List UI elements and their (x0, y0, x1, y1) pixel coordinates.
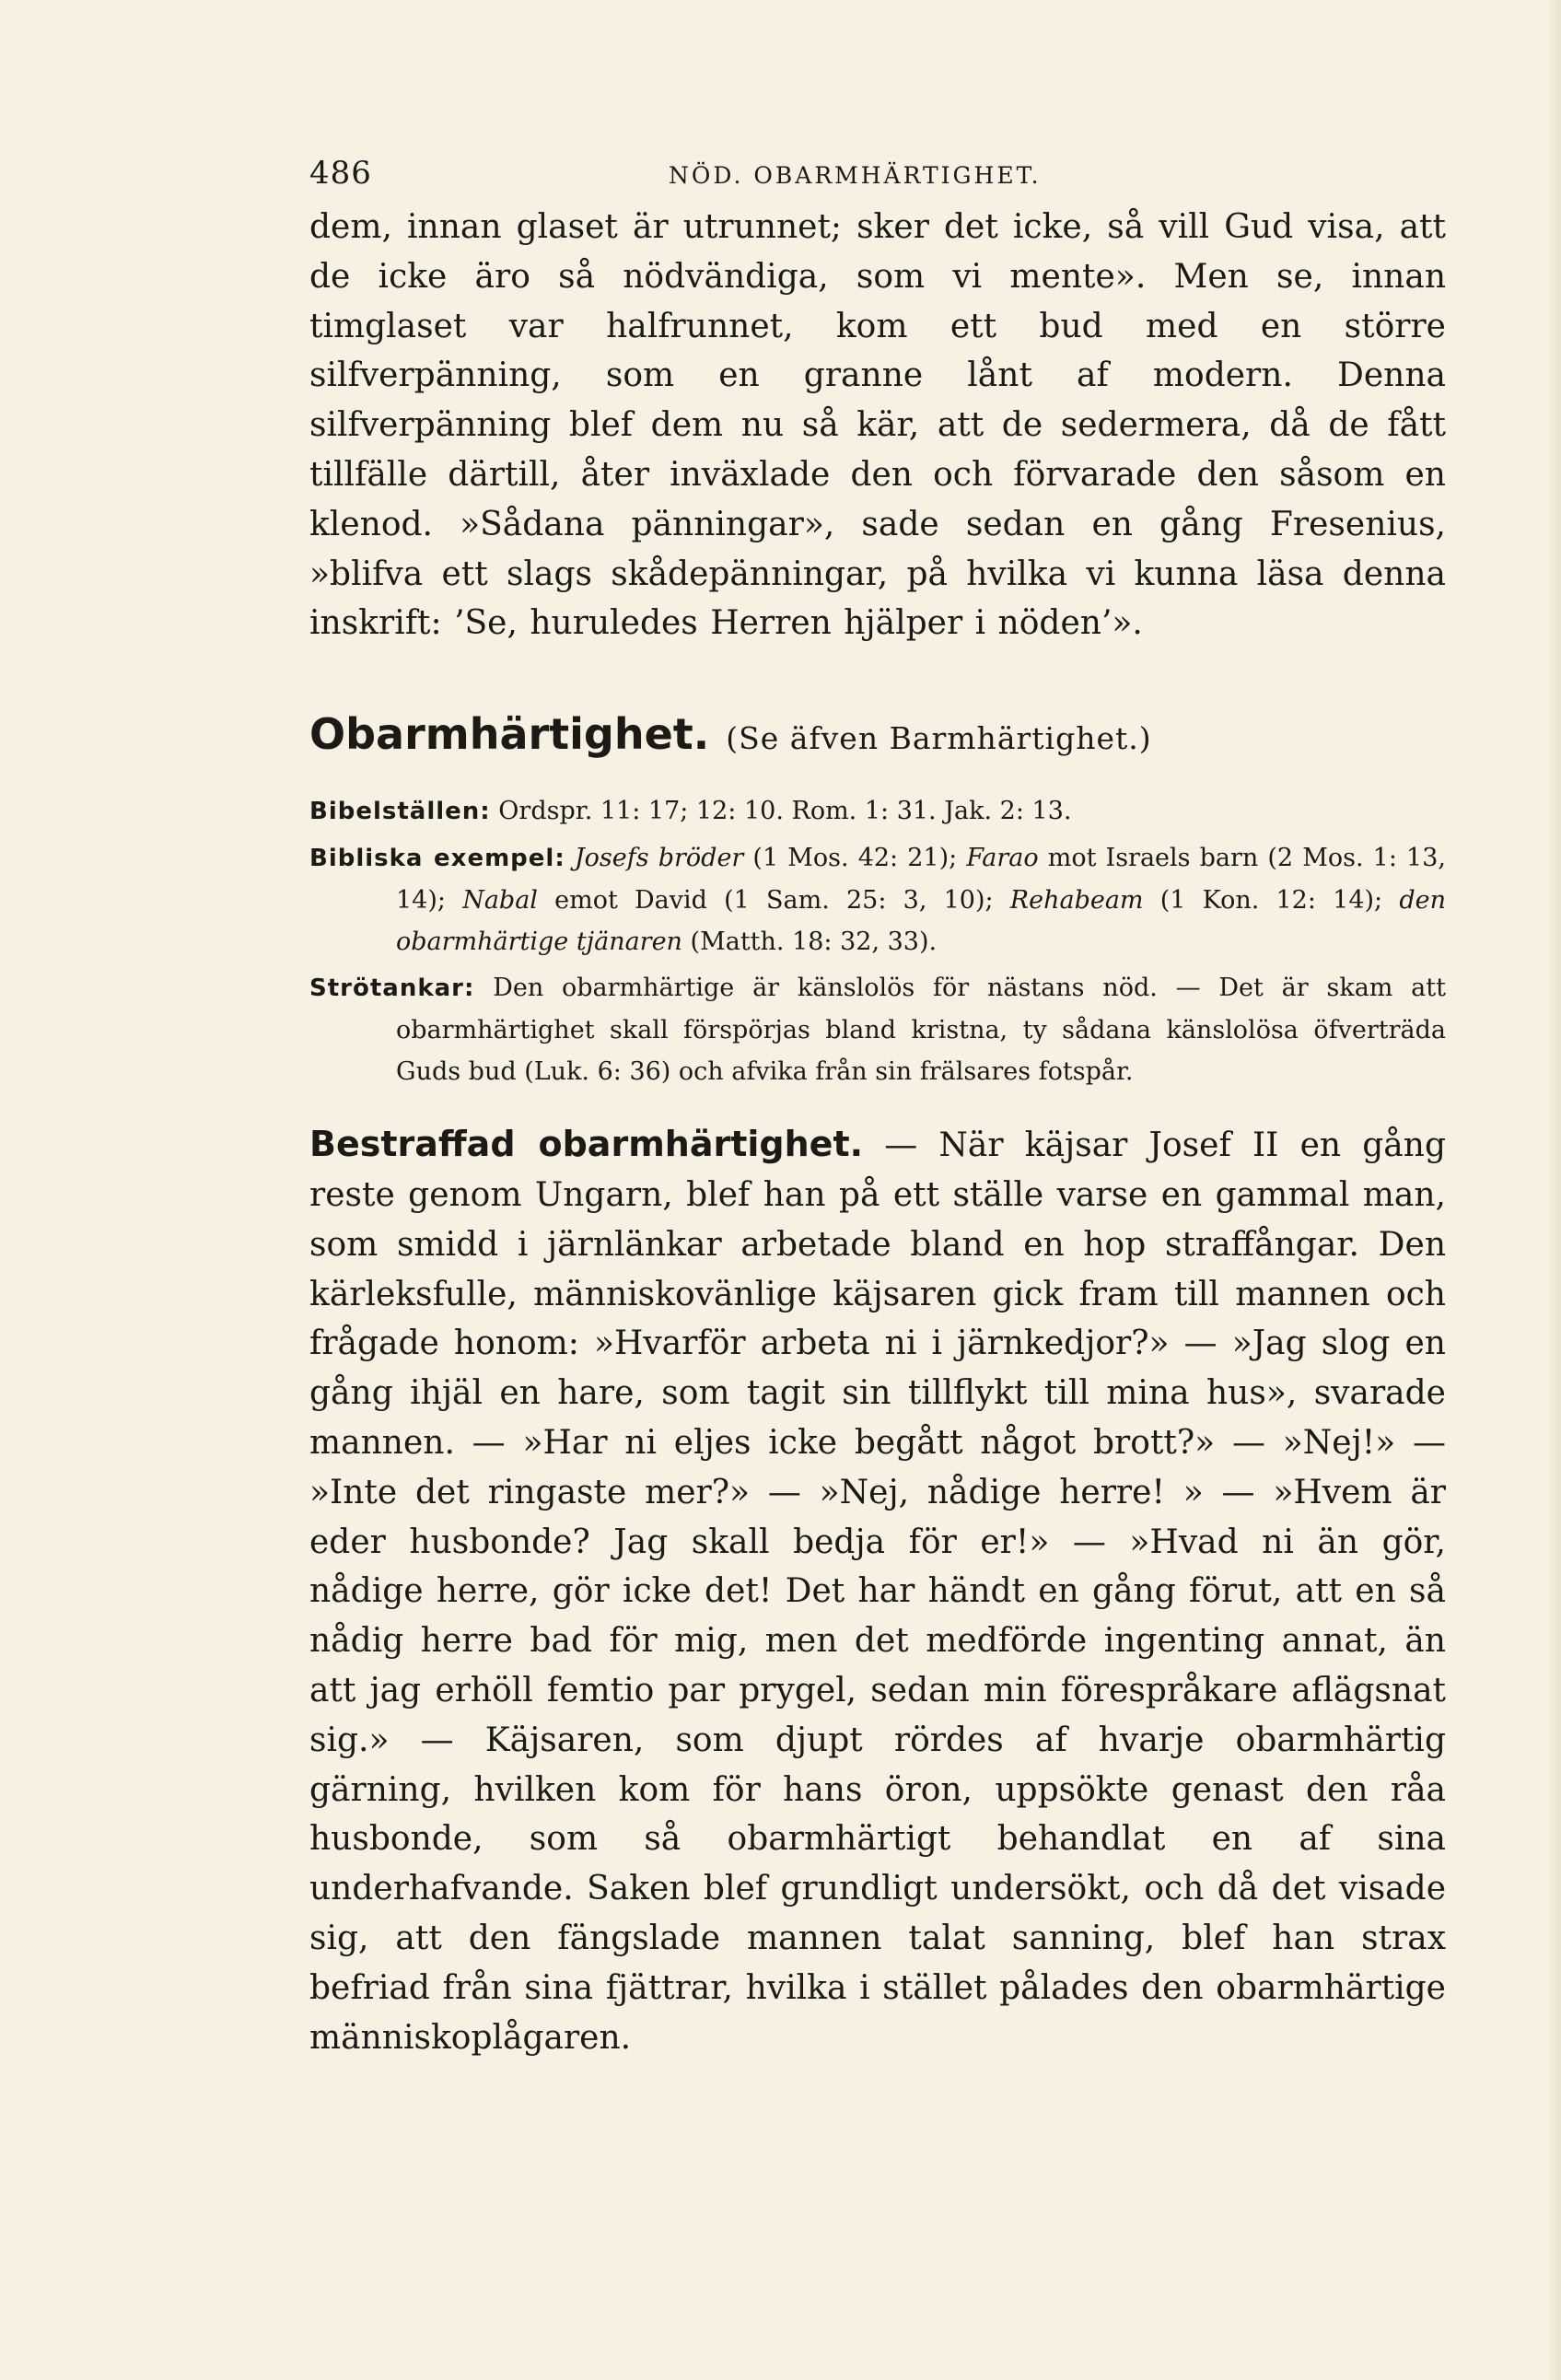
example-text: (1 Mos. 42: 21); (743, 844, 967, 873)
bible-passages-entry (309, 790, 1446, 833)
stray-thoughts-entry (309, 967, 1446, 1092)
example-text: mot Israels barn (2 Mos. 1: 13, 14); (396, 844, 1446, 916)
story-title: Bestraffad obarmhärtighet. (309, 1124, 864, 1165)
example-item (1010, 886, 1400, 915)
stray-thoughts-label: Strötankar: (309, 974, 475, 1003)
example-text: (Matth. 18: 32, 33). (681, 928, 938, 957)
stray-thoughts-text: Den obarmhärtige är känslolös för nästans nöd. — Det är skam att obarmhärtighet skall förspörjas bland kristna, ty sådana känslolösa öfverträda Guds bud (Luk. 6: 36) och afvika från sin frälsares fotspår. (396, 974, 1446, 1087)
example-name: Nabal (462, 886, 538, 916)
page-content (309, 155, 1446, 2062)
section-heading (309, 709, 1446, 774)
bible-passages-text: Ordspr. 11: 17; 12: 10. Rom. 1: 31. Jak. 2: 13. (498, 797, 1072, 826)
example-item (575, 844, 967, 872)
example-name: den obarmhärtige tjänaren (396, 886, 1446, 957)
example-text: emot David (1 Sam. 25: 3, 10); (537, 886, 1010, 916)
story-text: — När käjsar Josef II en gång reste genom Ungarn, blef han på ett ställe varse en gammal man, som smidd i järnlänkar arbetade bland en hop straffångar. Den kärleksfulle, människovänlige käjsaren gick fram till mannen och frågade honom: »Hvarför arbeta ni i järnkedjor?» — »Jag slog en gång ihjäl en hare, som tagit sin tillflykt till mina hus», svarade mannen. — »Har ni eljes icke begått något brott?» — »Nej!» — »Inte det ringaste mer?» — »Nej, nådige herre! » — »Hvem är eder husbonde? Jag skall bedja för er!» — »Hvad ni än gör, nådige herre, gör icke det! Det har händt en gång förut, att en så nådig herre bad för mig, men det medförde ingenting annat, än att jag erhöll femtio par prygel, sedan min förespråkare aflägsnat sig.» — Käjsaren, som djupt rördes af hvarje obarmhärtig gärning, hvilken kom för hans öron, uppsökte genast den råa husbonde, som så obarmhärtigt behandlat en af sina underhafvande. Saken blef grundligt undersökt, och då det visade sig, att den fängslade mannen talat sanning, blef han strax befriad från sina fjättrar, hvilka i stället pålades den obarmhärtige människoplågaren. (309, 1126, 1446, 2057)
example-name: Rehabeam (1009, 886, 1144, 916)
running-head (309, 155, 1446, 203)
reference-block (309, 790, 1446, 1092)
story-paragraph (309, 1120, 1446, 2062)
intro-paragraph: dem, innan glaset är utrunnet; sker det icke, så vill Gud visa, att de icke äro så nödvändiga, som vi mente». Men se, innan timglaset var halfrunnet, kom ett bud med en större silfverpänning, som en granne lånt af modern. Denna silfverpänning blef dem nu så kär, att de sedermera, då de fått tillfälle därtill, åter inväxlade den och förvarade den såsom en klenod. »Sådana pänningar», sade sedan en gång Fresenius, »blifva ett slags skådepänningar, på hvilka vi kunna läsa denna inskrift: ’Se, huruledes Herren hjälper i nöden’». (309, 208, 1446, 643)
example-text: (1 Kon. 12: 14); (1143, 886, 1400, 916)
see-also-note: (Se äfven Barmhärtighet.) (726, 720, 1152, 757)
bible-examples-label: Bibliska exempel: (309, 845, 565, 873)
example-item (462, 886, 1010, 915)
section-title: Obarmhärtighet. (309, 709, 710, 760)
example-name: Farao (966, 844, 1039, 873)
page-edge (1548, 0, 1561, 2380)
bible-examples-entry (309, 837, 1446, 962)
running-title: NÖD. OBARMHÄRTIGHET. (669, 162, 1042, 189)
bible-passages-label: Bibelställen: (309, 798, 491, 826)
example-name: Josefs bröder (574, 844, 744, 873)
page-number: 486 (309, 155, 372, 192)
